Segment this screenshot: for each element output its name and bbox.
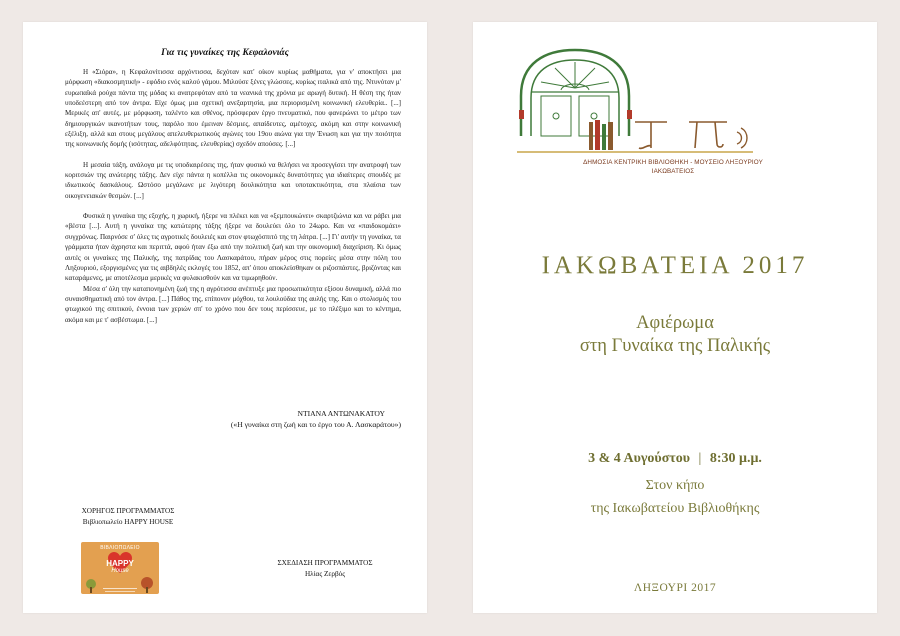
sponsor-logo-brand: HAPPY — [106, 559, 134, 568]
design-block — [243, 558, 407, 580]
event-title: ΙΑΚΩΒΑΤΕΙΑ 2017 — [541, 252, 809, 279]
tribute-line2: στη Γυναίκα της Παλικής — [579, 336, 771, 356]
sponsor-label: ΧΟΡΗΓΟΣ ΠΡΟΓΡΑΜΜΑΤΟΣ — [81, 507, 175, 515]
sponsor-logo-brand2: House — [111, 568, 129, 574]
tribute-line1: Αφιέρωμα — [636, 313, 714, 333]
event-dates: 3 & 4 Αυγούστου — [588, 451, 691, 466]
library-name-line1: ΔΗΜΟΣΙΑ ΚΕΝΤΡΙΚΗ ΒΙΒΛΙΟΘΗΚΗ - ΜΟΥΣΕΙΟ ΛΗΞΟΥΡΙΟΥ — [583, 159, 763, 166]
sponsor-block — [63, 506, 193, 528]
article-title: Για τις γυναίκες της Κεφαλονιάς — [161, 48, 289, 58]
sponsor-name: Βιβλιοπωλείο HAPPY HOUSE — [82, 518, 174, 526]
event-datetime — [473, 451, 877, 467]
design-name: Ηλίας Ζερβός — [304, 570, 346, 578]
library-name-line2: ΙΑΚΩΒΑΤΕΙΟΣ — [651, 168, 695, 175]
tribute-heading — [473, 312, 877, 358]
event-venue — [473, 474, 877, 520]
article-paragraph-4: Μέσα σ' όλη την καταπονημένη ζωή της η αγρότισσα ανέπτυξε μια προσωπικότητα εξίσου δυναμική, αλλά πιο συναισθηματική από τον άντρα. [...] Πάθος της, επίπονον μόχθου, τα λουλούδια της αυλής της. Και ο στολισμός του φτωχικού της σπιτικού, έννοια των χεριών σπ' το χρόνο που δεν τους περίσσευε, με το πλέξιμο και το κέντημα, ακόμα και με τ' ασβέστωμα. [...] — [65, 284, 401, 324]
library-name — [553, 158, 793, 176]
place-year: ΛΗΞΟΥΡΙ 2017 — [633, 582, 717, 594]
event-time: 8:30 μ.μ. — [709, 451, 762, 466]
tree-icon — [81, 576, 159, 594]
venue-line1: Στον κήπο — [645, 478, 705, 493]
design-label: ΣΧΕΔΙΑΣΗ ΠΡΟΓΡΑΜΜΑΤΟΣ — [277, 559, 373, 567]
article-paragraph-2: Η μεσαία τάξη, ανάλογα με τις υποδιαιρέσεις της, ήταν φυσικό να θελήσει να προσεγγίσει την ανατροφή των κοριτσιών της ανώτερης τάξης. Δεν είχε πάντα η κοπέλλα τις οικονομικές δυνατότητες για ιδιαίτερες σπουδές με ιδιωτικούς δασκάλους. Ωστόσο μεγάλωνε με λιγότερη δουλικότητα και υποτακτικότητα, στα πλαίσια των οικογενειακών θεσμών. [...] — [65, 160, 401, 200]
right-page — [473, 22, 877, 613]
author-source: («Η γυναίκα στη ζωή και το έργο του Α. Λασκαράτου») — [230, 420, 401, 429]
author-block — [65, 408, 401, 430]
left-page — [23, 22, 427, 613]
author-name: ΝΤΙΑΝΑ ΑΝΤΩΝΑΚΑΤΟΥ — [297, 409, 385, 418]
article-paragraph-3: Φυσικά η γυναίκα της εξοχής, η χωρική, ήξερε να πλέκει και να «ξεμπουκώνει» σκαρτζιώνια και να ράβει μια «βέστα [...]. Αυτή η γυναίκα της κατώτερης τάξης ήξερε να δουλεύει όλο το 24ωρο. Και να «παιδοκομάει» συγχρόνως. Παιρνόσε σ' όλες τις αγροτικές δουλειές και στον φτωχόσπιτό της τη λάτρα. [...] Γι' αυτήν τη γυναίκα, τα γράμματα ήταν άχρηστα και περιττά, αφού ήταν έξω από την πολιτική ζωή και την οικονομική διαχείριση. Κι όμως αυτές οι γυναίκες της Παλικής, της πατρίδας του Λασκαράτου, πήραν μέρος στις πορείες μέσα στην πόλη του Ληξουριού, εξοργισμένες για τις αιβδηλές εκλογές του 1852, απ' όπου αποκλείσθηκαν οι ριζοσπάστες, βριζόντας και καταράμενες, με αποτέλεσμα μερικές να φυλακισθούν και να τιμωρηθούν. — [65, 212, 401, 283]
sponsor-logo — [81, 542, 159, 594]
article-paragraph-1: Η «Σιόρα», η Κεφαλονίτισσα αρχόντισσα, δεχόταν κατ' οίκον κυρίως μαθήματα, για ν' αποκτήσει μια μόρφωση «διακοσμητική» - εφόδιο ενός καλού γάμου. Μιλούσε ξένες γλώσσες, κυρίως ιταλικά από της. Ντυνόταν μ' ευρωπαϊκά ρούχα πάντα της μόδας κι ανατρεφόταν από τα νεανικά της χρόνια με αρωγή δυτική. Η θέση της ήταν υποδεέστερη από τον άντρα. Είχε όμως μια σχετική ανεξαρτησία, μια περιορισμένη κοινωνική ελευθερία.. [...] Μερικές απ' αυτές, με μόρφωση, ταλέντο και σθένος, πρόσφεραν έργο πνευματικό, που φανερώνει το μέτρο των δημιουργικών ικανοτήτων τους, παρόλο που έμειναν δέσμιες, απαίδευτες, αμέτοχες, ακόμη και στην κοινωνική εξέλιξη, αλλά και στους μεγάλους απελευθερωτικούς αγώνες του 19ου αιώνα για την Ένωση και για την ποιότητα της κοινωνικής δομής (ισότητας, αδελφότητας, ελευθερίας) σχεδόν απούσες. [...] — [65, 68, 401, 149]
datetime-separator: | — [698, 451, 702, 466]
venue-line2: της Ιακωβατείου Βιβλιοθήκης — [590, 501, 760, 516]
article-body — [65, 67, 401, 335]
sponsor-logo-top: ΒΙΒΛΙΟΠΩΛΕΙΟ — [100, 545, 140, 551]
